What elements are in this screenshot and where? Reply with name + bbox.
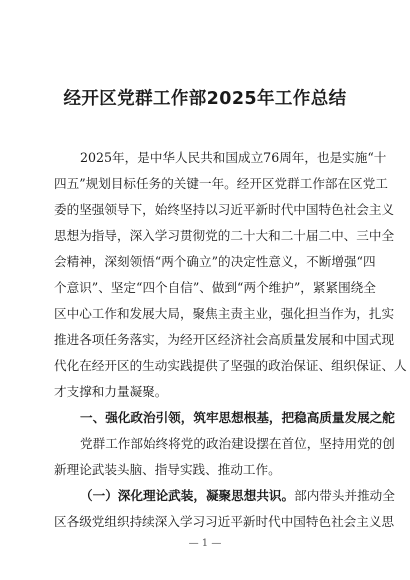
paragraph-line: 推进各项任务落实，为经开区经济社会高质量发展和中国式现 — [54, 332, 395, 347]
paragraph-line: 党群工作部始终将党的政治建设摆在首位，坚持用党的创 — [80, 436, 395, 451]
paragraph-line: 个意识”、坚定“四个自信”、做到“两个维护”，紧紧围绕全 — [54, 280, 376, 295]
paragraph-line: 会精神，深刻领悟“两个确立”的决定性意义，不断增强“四 — [54, 254, 376, 269]
document-title: 经开区党群工作部2025年工作总结 — [63, 89, 347, 109]
paragraph-text: 部内带头并推动全 — [294, 488, 395, 503]
paragraph-line: 2025年，是中华人民共和国成立76周年，也是实施“十 — [80, 150, 387, 165]
paragraph-line: 区中心工作和发展大局，聚焦主责主业，强化担当作为，扎实 — [54, 306, 395, 321]
subheading: （一）深化理论武装，凝聚思想共识。 — [80, 488, 295, 503]
paragraph-line: 委的坚强领导下，始终坚持以习近平新时代中国特色社会主义 — [54, 202, 395, 217]
page-number: — 1 — — [188, 538, 222, 549]
section-heading: 一、强化政治引领，筑牢思想根基，把稳高质量发展之舵 — [80, 410, 395, 425]
paragraph-line: 新理论武装头脑、指导实践、推动工作。 — [54, 462, 281, 477]
paragraph-line: 四五”规划目标任务的关键一年。经开区党群工作部在区党工 — [54, 176, 388, 191]
paragraph-line: 思想为指导，深入学习贯彻党的二十大和二十届二中、三中全 — [54, 228, 395, 243]
paragraph-line: 才支撑和力量凝聚。 — [54, 384, 168, 399]
paragraph-line: 代化在经开区的生动实践提供了坚强的政治保证、组织保证、人 — [54, 358, 407, 373]
paragraph-line-with-subheading — [80, 483, 395, 509]
paragraph-line: 区各级党组织持续深入学习习近平新时代中国特色社会主义思 — [54, 514, 395, 529]
